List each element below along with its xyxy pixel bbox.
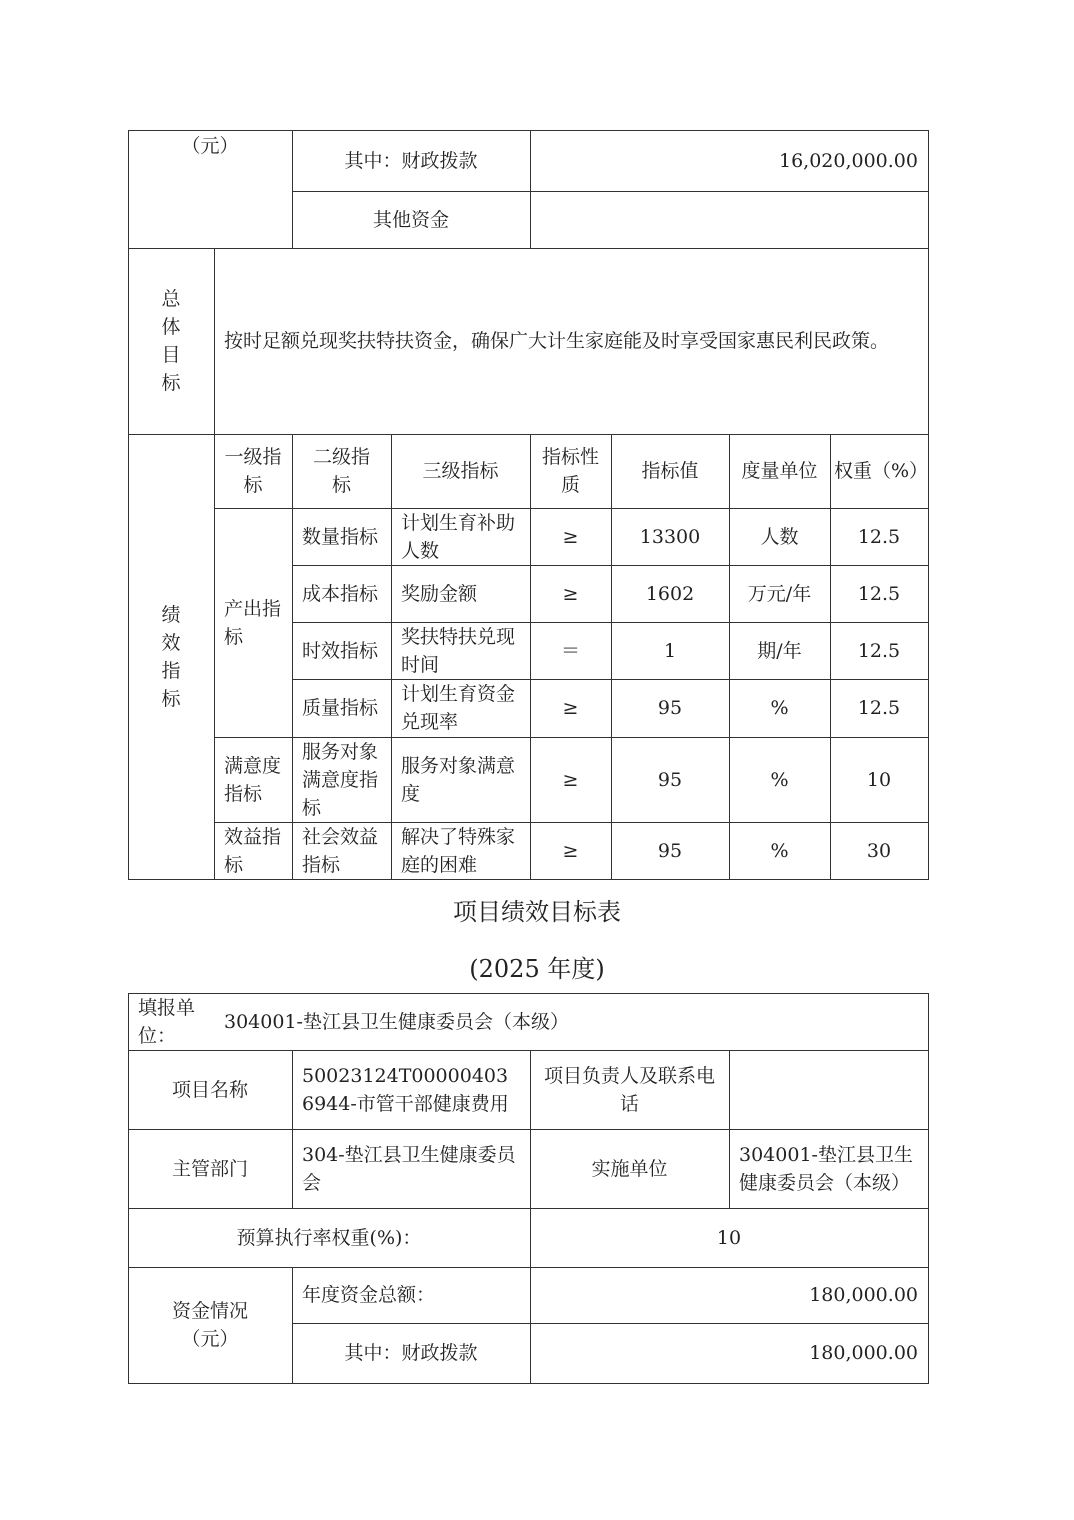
overall-goal-label: 总体目标 [161, 288, 181, 394]
fiscal-label: 其中：财政拨款 [344, 149, 478, 172]
row-unit: % [770, 697, 789, 719]
fiscal-value: 16,020,000.00 [778, 149, 918, 172]
annual-total-value: 180,000.00 [809, 1284, 918, 1306]
annual-total-label: 年度资金总额： [302, 1284, 436, 1306]
level1-output: 产出指标 [224, 597, 282, 648]
row-unit: 万元/年 [747, 582, 812, 605]
fiscal-label-2: 其中：财政拨款 [344, 1342, 478, 1364]
dept-label: 主管部门 [171, 1157, 248, 1180]
row-weight: 12.5 [857, 639, 901, 662]
row-weight: 12.5 [857, 697, 901, 719]
row-value: 1602 [645, 582, 695, 605]
contact-label: 项目负责人及联系电话 [543, 1064, 715, 1115]
row-unit: % [770, 839, 789, 862]
row-l3: 解决了特殊家庭的困难 [401, 825, 516, 876]
contact-value [729, 1050, 928, 1129]
budget-rate-value: 10 [716, 1226, 742, 1249]
row-unit: 人数 [760, 525, 799, 548]
row-l2: 成本指标 [302, 582, 379, 605]
row-l3: 奖扶特扶兑现时间 [401, 625, 516, 676]
row-l2: 质量指标 [302, 697, 379, 719]
row-l2: 社会效益指标 [302, 825, 379, 876]
row-l2: 时效指标 [302, 639, 379, 662]
row-value: 95 [657, 768, 683, 791]
row-op: ≥ [562, 525, 579, 548]
row-unit: % [770, 768, 789, 791]
overall-goal-text: 按时足额兑现奖扶特扶资金，确保广大计生家庭能及时享受国家惠民利民政策。 [224, 330, 890, 352]
impl-value: 304001-垫江县卫生健康委员会（本级） [739, 1143, 913, 1194]
row-value: 1 [663, 639, 677, 662]
header-level2: 二级指标 [312, 446, 370, 496]
dept-value: 304-垫江县卫生健康委员会 [302, 1143, 516, 1194]
row-op: ≥ [562, 768, 579, 791]
fund-unit-fragment: （元） [181, 135, 239, 157]
row-weight: 12.5 [857, 525, 901, 548]
performance-indicator-label: 绩效指标 [161, 603, 181, 710]
row-op: ＝ [560, 639, 580, 662]
header-level3: 三级指标 [422, 460, 499, 482]
header-level1: 一级指标 [224, 446, 282, 496]
document-year: (2025 年度) [469, 955, 605, 983]
level1-satisfaction: 满意度指标 [224, 754, 282, 805]
row-l3: 奖励金额 [401, 582, 478, 605]
row-value: 13300 [639, 525, 701, 548]
other-funds-value [530, 191, 928, 248]
row-l2: 服务对象满意度指标 [302, 740, 379, 819]
row-l3: 计划生育资金兑现率 [401, 683, 516, 733]
level1-benefit: 效益指标 [224, 825, 282, 876]
row-op: ≥ [562, 697, 579, 719]
header-unit: 度量单位 [741, 460, 818, 482]
fund-label: 资金情况（元） [171, 1300, 248, 1350]
reporter-label: 填报单位： [138, 996, 196, 1047]
row-weight: 12.5 [857, 582, 901, 605]
row-l3: 服务对象满意度 [401, 754, 516, 805]
budget-rate-label: 预算执行率权重(%)： [236, 1226, 422, 1249]
reporter-value: 304001-垫江县卫生健康委员会（本级） [224, 1010, 569, 1033]
document-title: 项目绩效目标表 [453, 898, 621, 926]
header-weight: 权重（%） [834, 460, 929, 482]
header-value: 指标值 [641, 460, 699, 482]
project-name-label: 项目名称 [171, 1078, 248, 1101]
header-nature: 指标性质 [541, 446, 599, 496]
row-op: ≥ [562, 582, 579, 605]
row-l3: 计划生育补助人数 [401, 511, 516, 562]
project-name-value: 50023124T000004036944-市管干部健康费用 [302, 1064, 509, 1115]
row-weight: 10 [866, 768, 892, 791]
impl-label: 实施单位 [591, 1157, 668, 1180]
row-unit: 期/年 [757, 639, 802, 662]
row-op: ≥ [562, 839, 579, 862]
fiscal-value-2: 180,000.00 [809, 1342, 918, 1364]
other-funds-label: 其他资金 [372, 208, 449, 231]
row-weight: 30 [866, 839, 892, 862]
row-value: 95 [657, 839, 683, 862]
row-l2: 数量指标 [302, 525, 379, 548]
row-value: 95 [657, 697, 683, 719]
